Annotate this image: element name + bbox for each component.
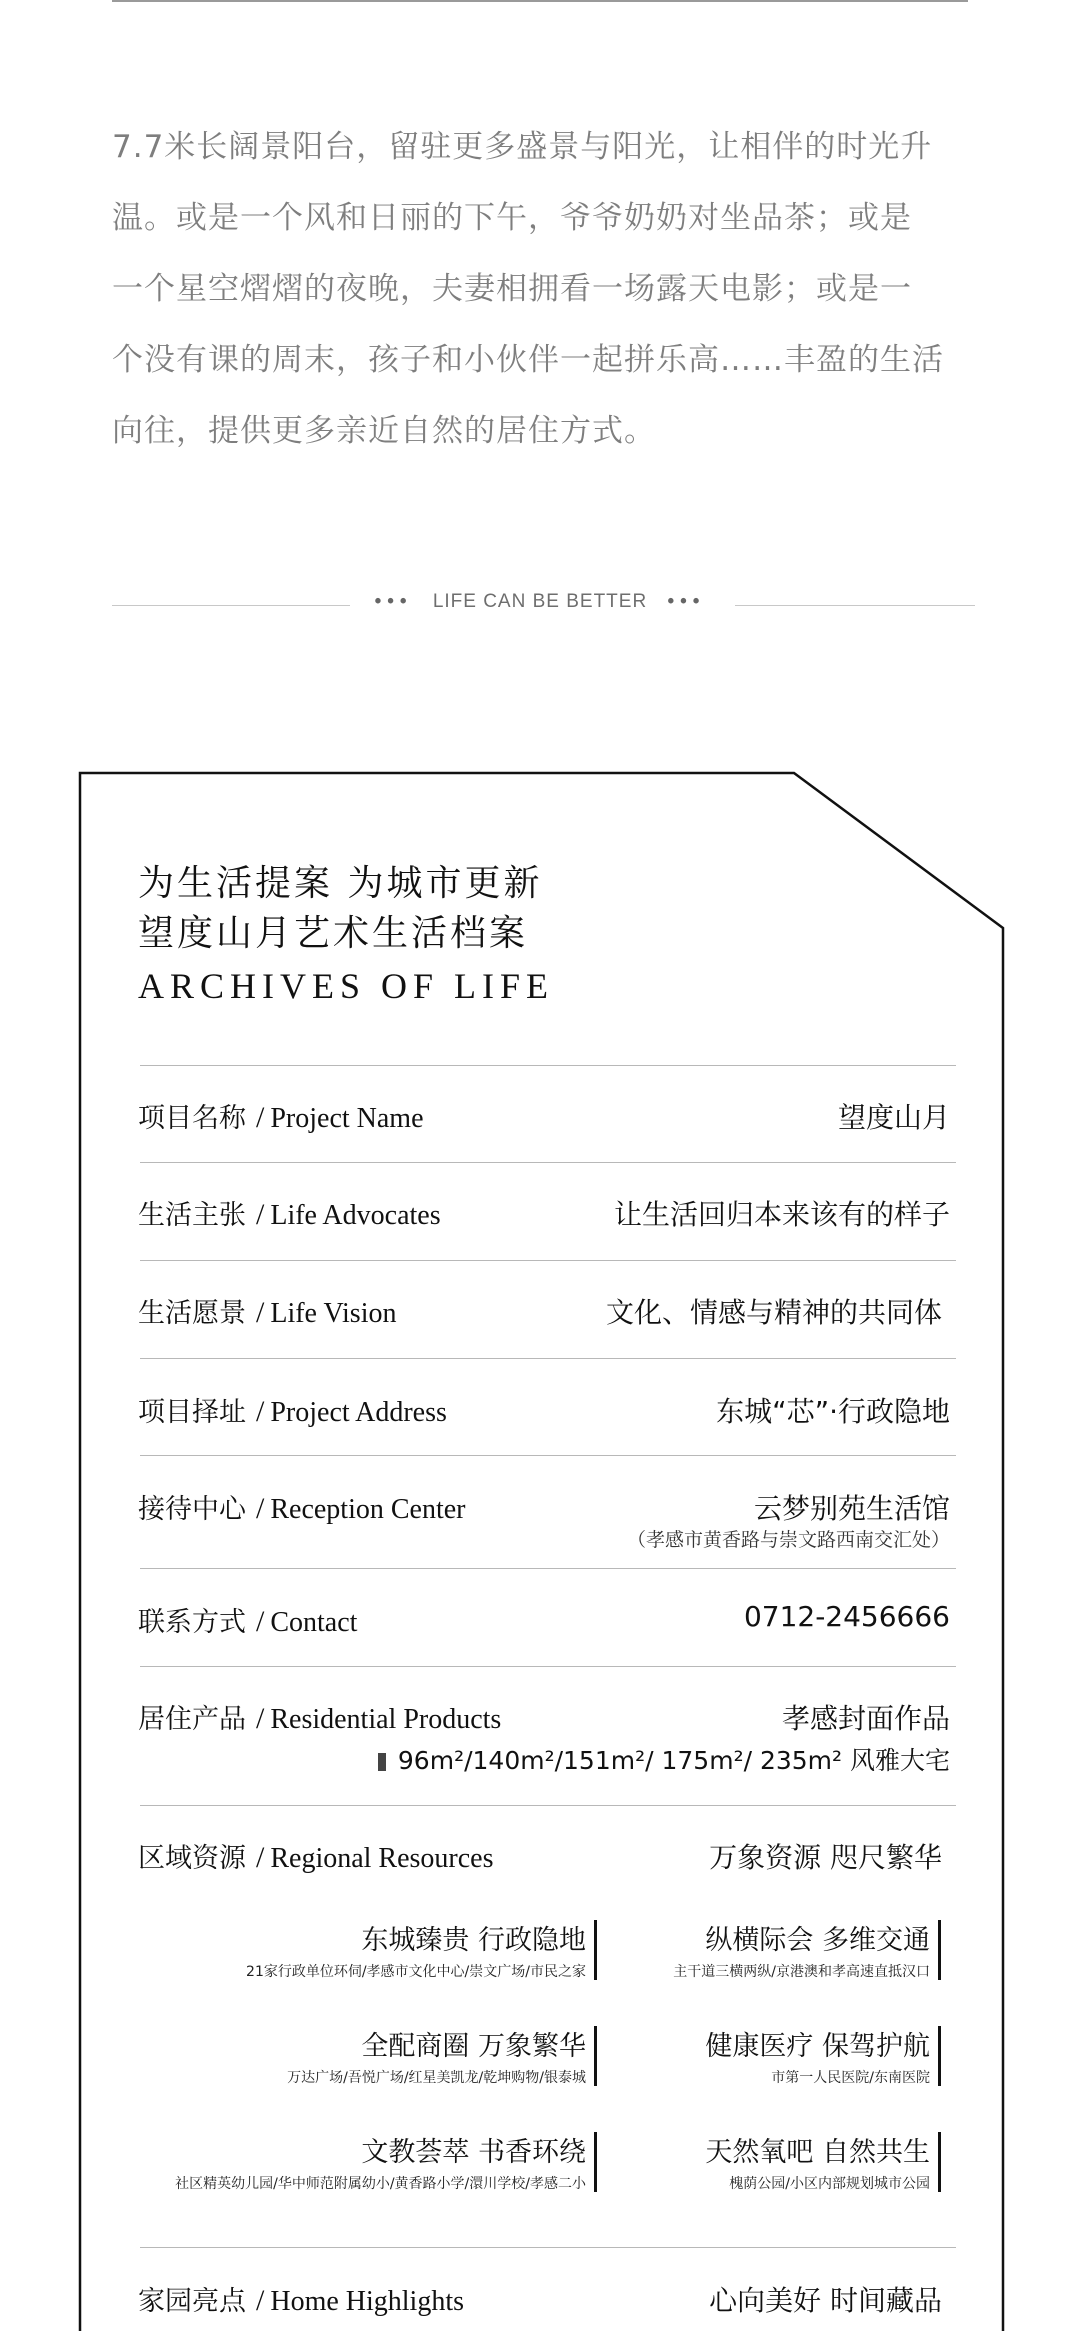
intro-line: 一个星空熠熠的夜晚，夫妻相拥看一场露天电影；或是一 xyxy=(112,271,912,307)
label-en: Reception Center xyxy=(270,1494,466,1525)
value-reception-center: 云梦别苑生活馆 xyxy=(753,1492,950,1525)
label-project-name: 项目名称 / Project Name xyxy=(138,1101,424,1134)
intro-line: 7.7米长阔景阳台，留驻更多盛景与阳光，让相伴的时光升 xyxy=(112,129,933,165)
row-divider xyxy=(140,1805,956,1806)
label-cn: 家园亮点 xyxy=(138,2286,246,2317)
card-title-en: ARCHIVES OF LIFE xyxy=(138,966,555,1006)
label-residential-products: 居住产品 / Residential Products xyxy=(138,1702,502,1735)
value-life-vision: 文化、情感与精神的共同体 xyxy=(605,1296,942,1329)
feature-bar xyxy=(594,2026,597,2086)
feature-title: 东城臻贵 行政隐地 xyxy=(361,1925,586,1956)
label-cn: 项目择址 xyxy=(138,1397,246,1428)
feature-title: 纵横际会 多维交通 xyxy=(705,1925,930,1956)
feature-bar xyxy=(938,2132,941,2192)
feature-bar xyxy=(938,1920,941,1980)
feature-bar xyxy=(594,1920,597,1980)
value-regional-resources: 万象资源 咫尺繁华 xyxy=(709,1841,942,1874)
label-cn: 生活主张 xyxy=(138,1200,246,1231)
label-en: Regional Resources xyxy=(270,1843,494,1874)
intro-line: 个没有课的周末，孩子和小伙伴一起拼乐高……丰盈的生活 xyxy=(112,342,944,378)
label-reception-center: 接待中心 / Reception Center xyxy=(138,1492,466,1525)
row-divider xyxy=(140,1568,956,1569)
row-divider xyxy=(140,1455,956,1456)
feature-title: 文教荟萃 书香环绕 xyxy=(361,2137,586,2168)
value-residential-products: 孝感封面作品 xyxy=(781,1702,950,1735)
label-en: Life Vision xyxy=(270,1298,397,1329)
feature-bar xyxy=(594,2132,597,2192)
feature-title: 天然氧吧 自然共生 xyxy=(705,2137,930,2168)
label-regional-resources: 区域资源 / Regional Resources xyxy=(138,1841,494,1874)
value-life-advocates: 让生活回归本来该有的样子 xyxy=(613,1198,950,1231)
feature-sub: 万达广场/吾悦广场/红星美凯龙/乾坤购物/银泰城 xyxy=(287,2070,586,2086)
feature-sub: 21家行政单位环伺/孝感市文化中心/崇文广场/市民之家 xyxy=(246,1964,586,1980)
feature-sub: 市第一人民医院/东南医院 xyxy=(771,2070,930,2086)
feature-sub: 槐荫公园/小区内部规划城市公园 xyxy=(729,2176,930,2192)
label-home-highlights: 家园亮点 / Home Highlights xyxy=(138,2284,465,2317)
row-divider xyxy=(140,1065,956,1066)
row-divider xyxy=(140,1666,956,1667)
label-project-address: 项目择址 / Project Address xyxy=(138,1395,447,1428)
intro-line: 温。或是一个风和日丽的下午，爷爷奶奶对坐品茶；或是 xyxy=(112,200,912,236)
dots-left: ••• xyxy=(374,591,413,612)
feature-title: 全配商圈 万象繁华 xyxy=(361,2031,586,2062)
label-cn: 区域资源 xyxy=(138,1843,246,1874)
value-project-address: 东城“芯”·行政隐地 xyxy=(716,1395,950,1428)
row-divider xyxy=(140,1162,956,1163)
slogan-text: LIFE CAN BE BETTER xyxy=(432,591,648,612)
row-divider xyxy=(140,2247,956,2248)
row-divider xyxy=(140,1260,956,1261)
value-home-highlights: 心向美好 时间藏品 xyxy=(709,2284,942,2317)
sizes-text: 96m²/140m²/151m²/ 175m²/ 235m² 风雅大宅 xyxy=(397,1746,950,1775)
row-divider xyxy=(140,1358,956,1359)
label-contact: 联系方式 / Contact xyxy=(138,1605,358,1638)
value-reception-address: （孝感市黄香路与崇文路西南交汇处） xyxy=(626,1529,950,1551)
label-cn: 接待中心 xyxy=(138,1494,246,1525)
feature-title: 健康医疗 保驾护航 xyxy=(705,2031,930,2062)
dots-right: ••• xyxy=(667,591,706,612)
value-residential-sizes xyxy=(378,1741,950,1777)
label-en: Project Name xyxy=(270,1103,424,1134)
label-en: Life Advocates xyxy=(270,1200,441,1231)
label-life-vision: 生活愿景 / Life Vision xyxy=(138,1296,397,1329)
intro-line: 向往，提供更多亲近自然的居住方式。 xyxy=(112,413,656,449)
label-en: Home Highlights xyxy=(270,2286,465,2317)
card-title-line1: 为生活提案 为城市更新 xyxy=(138,863,543,904)
label-cn: 生活愿景 xyxy=(138,1298,246,1329)
label-en: Project Address xyxy=(270,1397,447,1428)
label-en: Contact xyxy=(270,1607,358,1638)
label-cn: 联系方式 xyxy=(138,1607,246,1638)
label-life-advocates: 生活主张 / Life Advocates xyxy=(138,1198,441,1231)
label-cn: 居住产品 xyxy=(138,1704,246,1735)
marker-icon xyxy=(378,1753,386,1771)
value-contact-phone[interactable]: 0712-2456666 xyxy=(743,1600,950,1633)
label-cn: 项目名称 xyxy=(138,1103,246,1134)
card-title-line2: 望度山月艺术生活档案 xyxy=(138,913,529,954)
feature-sub: 主干道三横两纵/京港澳和孝高速直抵汉口 xyxy=(673,1964,930,1980)
label-en: Residential Products xyxy=(270,1704,502,1735)
value-project-name: 望度山月 xyxy=(837,1101,950,1134)
feature-sub: 社区精英幼儿园/华中师范附属幼小/黄香路小学/澴川学校/孝感二小 xyxy=(175,2176,586,2192)
feature-bar xyxy=(938,2026,941,2086)
